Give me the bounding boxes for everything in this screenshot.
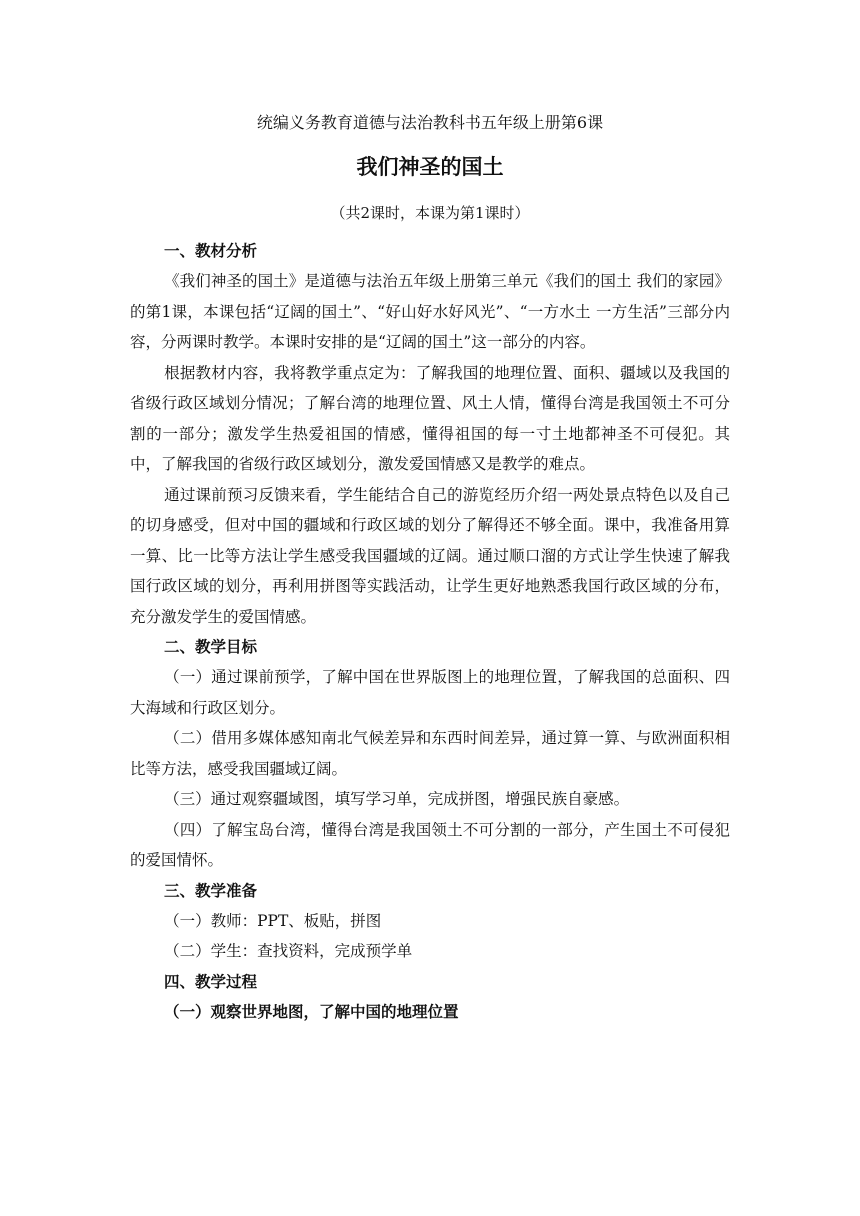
analysis-paragraph-2: 根据教材内容，我将教学重点定为：了解我国的地理位置、面积、疆域以及我国的省级行政区域划分情况；了解台湾的地理位置、风土人情，懂得台湾是我国领土不可分割的一部分；激发学生热爱祖国的情感，懂得祖国的每一寸土地都神圣不可侵犯。其中，了解我国的省级行政区域划分，激发爱国情感又是教学的难点。 <box>130 363 730 473</box>
section-heading-analysis: 一、教材分析 <box>164 241 258 260</box>
section-heading-preparation: 三、教学准备 <box>164 880 258 900</box>
analysis-paragraph-3: 通过课前预习反馈来看，学生能结合自己的游览经历介绍一两处景点特色以及自己的切身感受，但对中国的疆域和行政区域的划分了解得还不够全面。课中，我准备用算一算、比一比等方法让学生感受我国疆域的辽阔。通过顺口溜的方式让学生快速了解我国行政区域的划分，再利用拼图等实践活动，让学生更好地熟悉我国行政区域的分布，充分激发学生的爱国情感。 <box>130 485 730 626</box>
analysis-paragraph-1: 《我们神圣的国土》是道德与法治五年级上册第三单元《我们的国土 我们的家园》的第1课，本课包括“辽阔的国土”、“好山好水好风光”、“一方水土 一方生活”三部分内容，分两课时教学。本课时安排的是“辽阔的国土”这一部分的内容。 <box>130 272 730 351</box>
process-subheading-1: （一）观察世界地图，了解中国的地理位置 <box>164 1001 459 1021</box>
document-body <box>130 110 730 1027</box>
objective-item-2: （二）借用多媒体感知南北气候差异和东西时间差异，通过算一算、与欧洲面积相比等方法，感受我国疆域辽阔。 <box>130 729 730 778</box>
lesson-title: 我们神圣的国土 <box>356 154 504 179</box>
preparation-item-student: （二）学生：查找资料，完成预学单 <box>164 942 413 960</box>
lesson-period-note: （共2课时，本课为第1课时） <box>330 204 530 222</box>
textbook-series-line: 统编义务教育道德与法治教科书五年级上册第6课 <box>256 113 604 132</box>
objective-item-4: （四）了解宝岛台湾，懂得台湾是我国领土不可分割的一部分，产生国土不可侵犯的爱国情怀。 <box>130 820 730 869</box>
section-heading-process: 四、教学过程 <box>164 971 258 991</box>
preparation-item-teacher: （一）教师：PPT、板贴，拼图 <box>164 911 382 930</box>
objective-item-1: （一）通过课前预学，了解中国在世界版图上的地理位置，了解我国的总面积、四大海域和行政区划分。 <box>130 668 730 717</box>
section-heading-objectives: 二、教学目标 <box>164 637 258 656</box>
objective-item-3: （三）通过观察疆域图，填写学习单，完成拼图，增强民族自豪感。 <box>164 790 630 808</box>
